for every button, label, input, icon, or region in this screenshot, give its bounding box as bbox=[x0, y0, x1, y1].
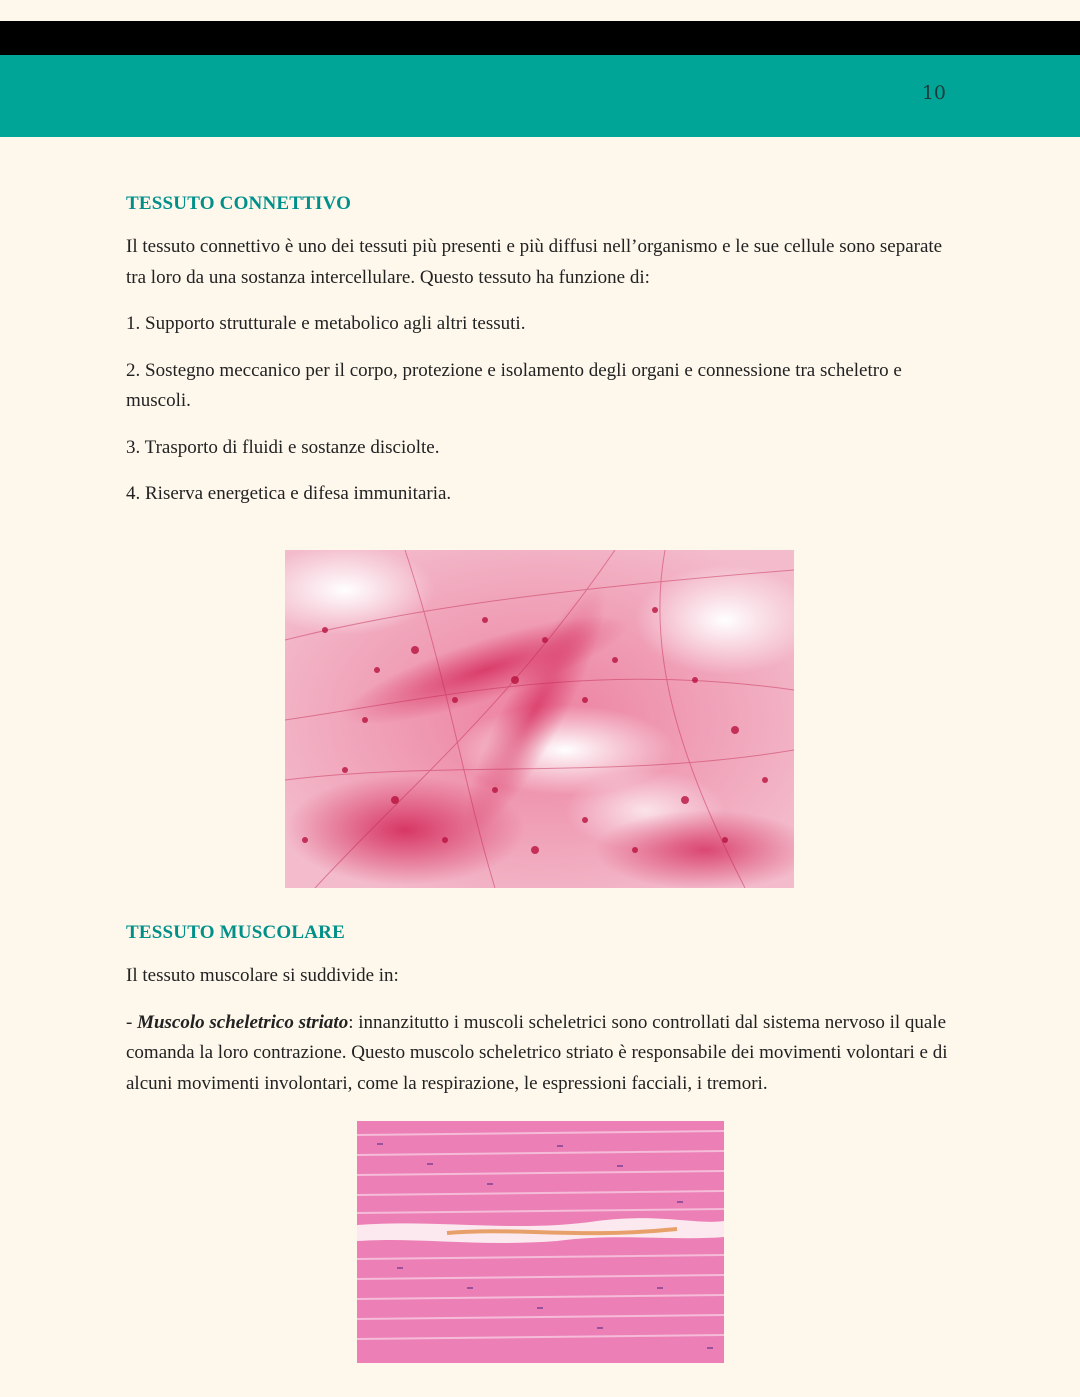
section-intro: Il tessuto muscolare si suddivide in: bbox=[126, 965, 399, 986]
page-number: 10 bbox=[921, 82, 946, 104]
item-text: : innanzitutto i muscoli scheletrici sono controllati dal sistema nervoso il quale comanda la loro contrazione. Questo muscolo scheletrico striato è responsabile dei movimenti volontari e di alcuni movimenti involontari, come la respirazione, le espressioni facciali, i tremori. bbox=[126, 1011, 948, 1094]
list-item: 2. Sostegno meccanico per il corpo, protezione e isolamento degli organi e connessione tra scheletro e muscoli. bbox=[126, 359, 902, 411]
list-item bbox=[126, 1008, 956, 1100]
item-prefix: - bbox=[126, 1011, 138, 1033]
section-connettivo bbox=[126, 193, 956, 510]
section-muscolare bbox=[126, 922, 956, 1099]
list-item: 3. Trasporto di fluidi e sostanze disciolte. bbox=[126, 436, 440, 458]
section-heading: TESSUTO CONNETTIVO bbox=[126, 193, 352, 214]
list-item: 1. Supporto strutturale e metabolico agli altri tessuti. bbox=[126, 313, 526, 334]
skeletal-muscle-micrograph bbox=[357, 1121, 724, 1363]
section-intro: Il tessuto connettivo è uno dei tessuti più presenti e più diffusi nell’organismo e le sue cellule sono separate tra loro da una sostanza intercellulare. Questo tessuto ha funzione di: bbox=[126, 236, 943, 288]
connective-tissue-micrograph bbox=[285, 550, 794, 888]
header-band bbox=[0, 55, 1080, 137]
top-black-bar bbox=[0, 21, 1080, 55]
item-term: Muscolo scheletrico striato bbox=[137, 1011, 349, 1033]
list-item: 4. Riserva energetica e difesa immunitaria. bbox=[126, 483, 452, 504]
section-heading: TESSUTO MUSCOLARE bbox=[126, 922, 345, 943]
